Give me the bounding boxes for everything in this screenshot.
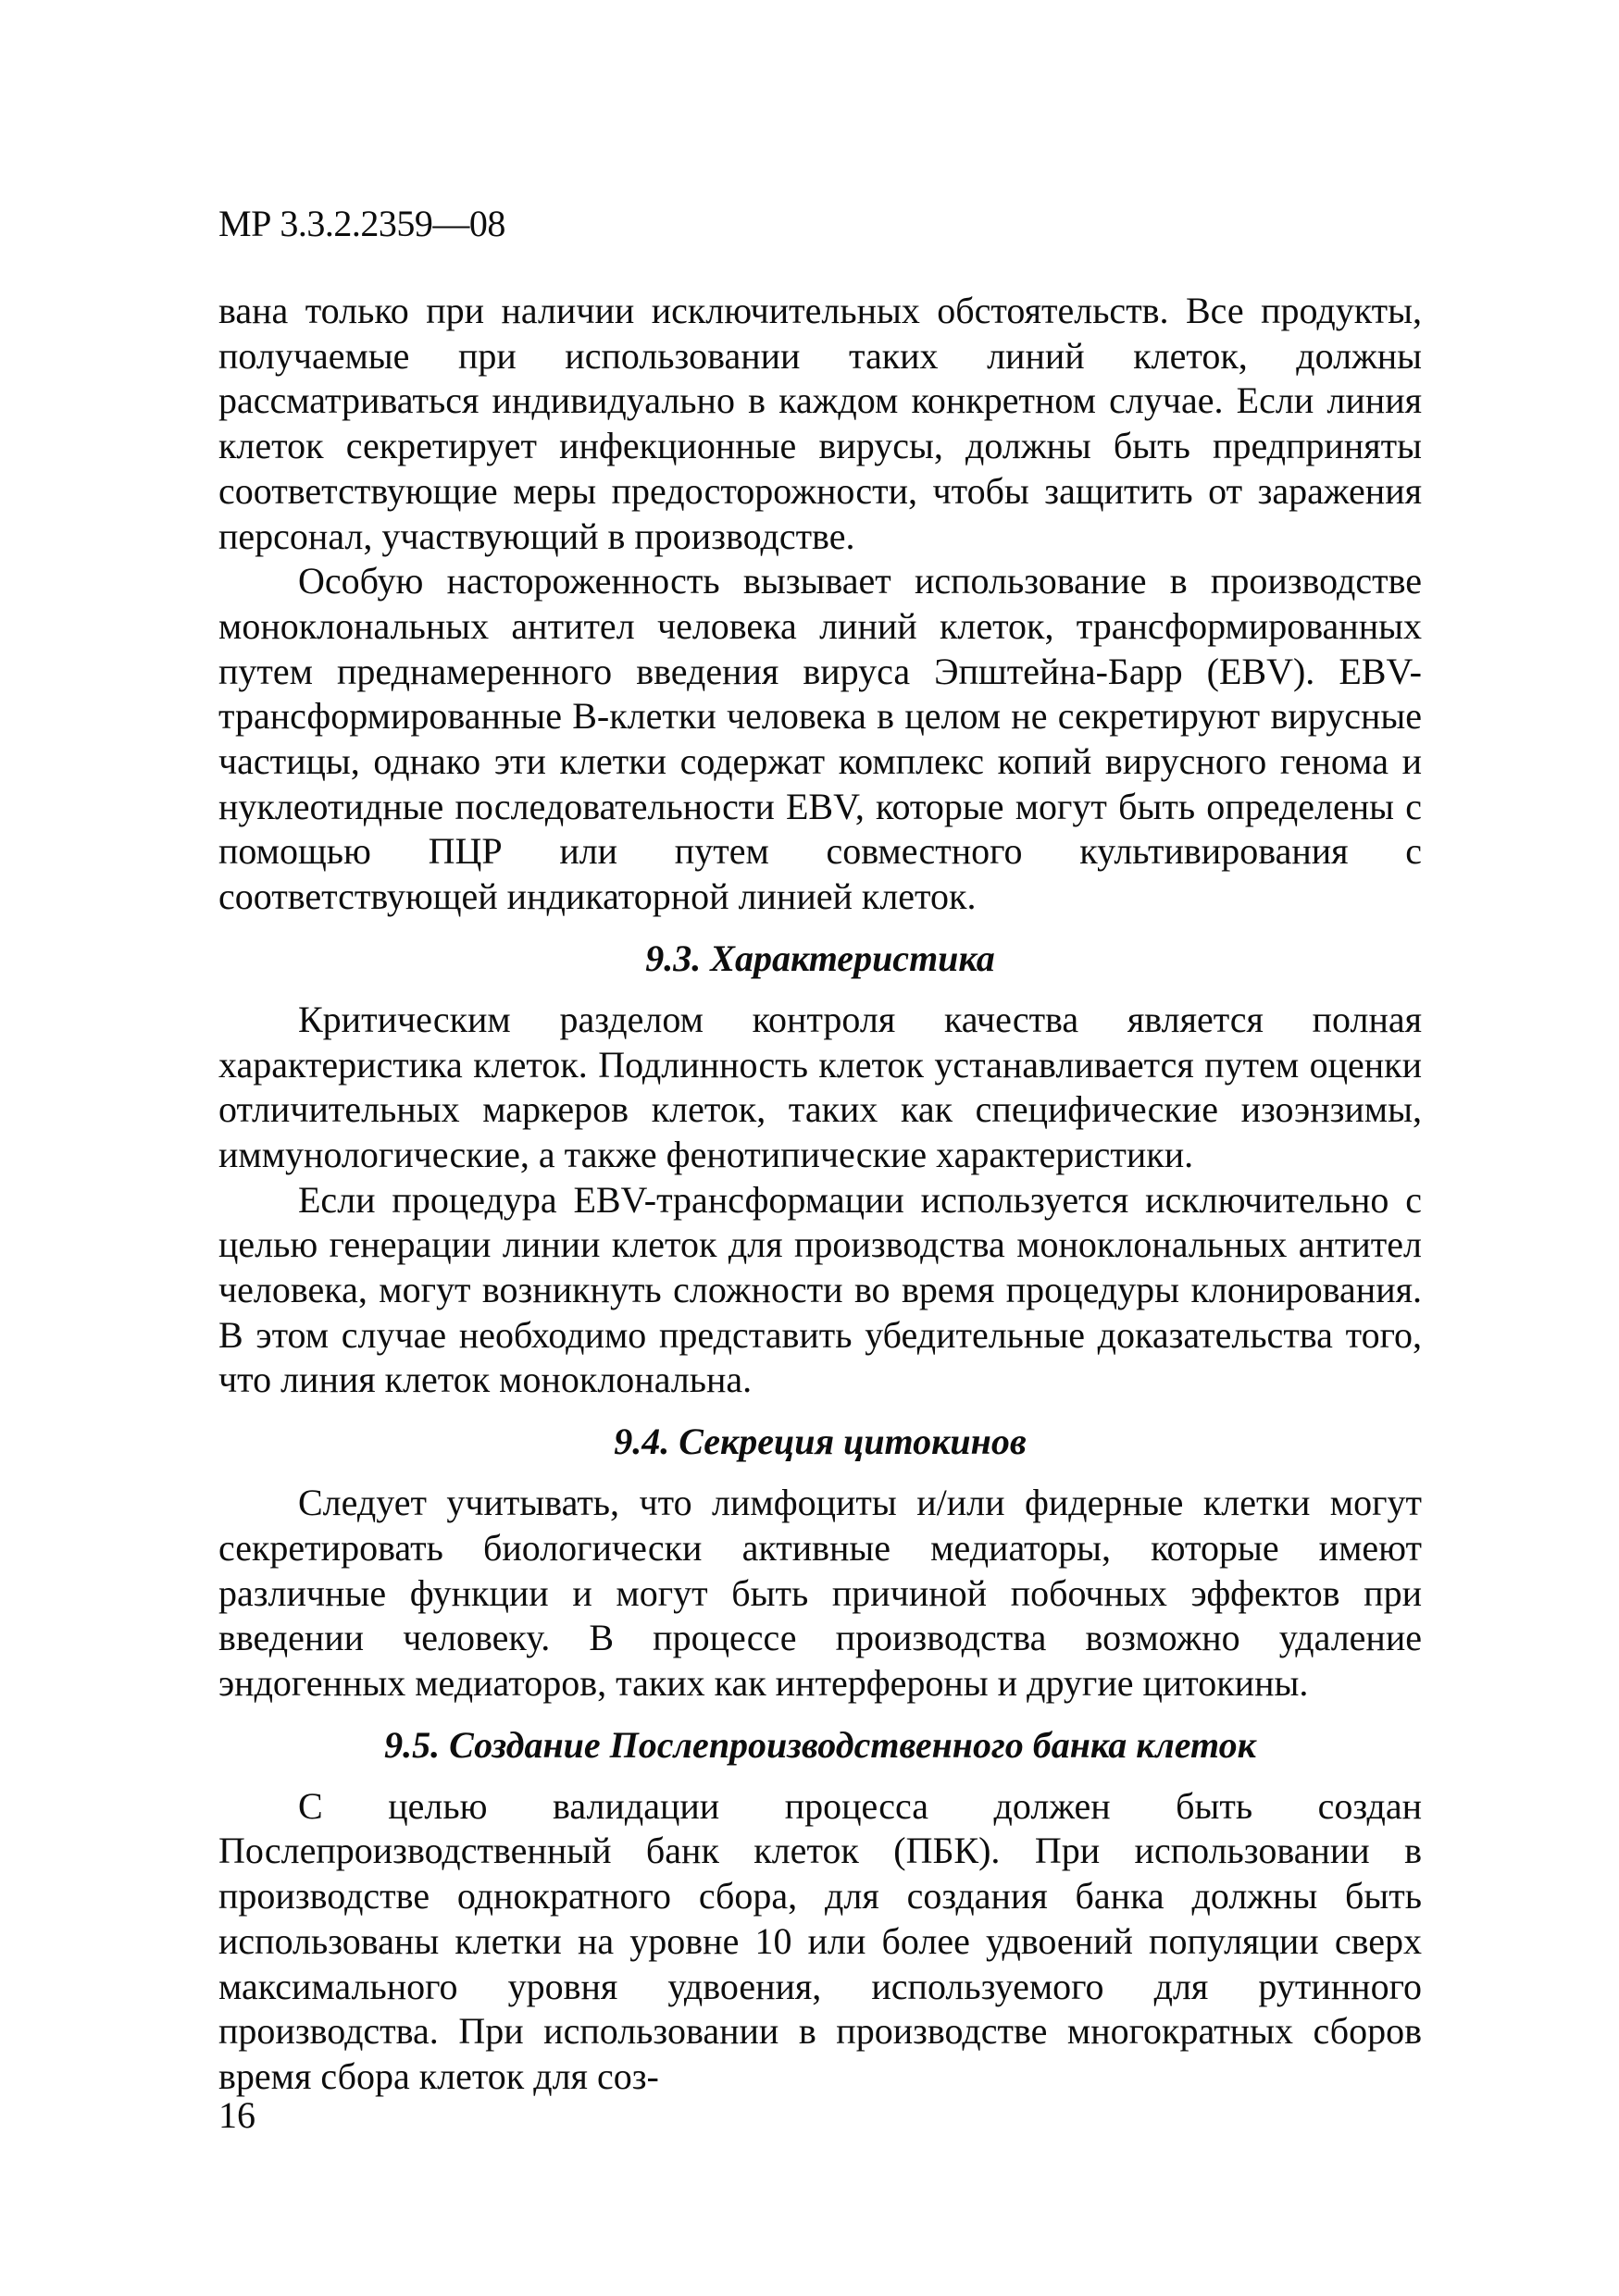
section-heading-9-5: 9.5. Создание Послепроизводственного банка клеток (384, 1723, 1256, 1766)
paragraph-ebv-transformation: Если процедура EBV-трансформации используется исключительно с целью генерации линии клеток для производства моноклональных антител человека, могут возникнуть сложности во время процедуры клонирования. В этом случае необходимо представить убедительные доказательства того, что линия клеток моноклональна. (218, 1178, 1422, 1401)
document-code: МР 3.3.2.2359—08 (218, 203, 505, 244)
paragraph-cytokines: Следует учитывать, что лимфоциты и/или фидерные клетки могут секретировать биологически активные медиаторы, которые имеют различные функции и могут быть причиной побочных эффектов при введении человеку. В процессе производства возможно удаление эндогенных медиаторов, таких как интерфероны и другие цитокины. (218, 1482, 1422, 1704)
page-number: 16 (218, 2094, 255, 2136)
paragraph-characterization: Критическим разделом контроля качества является полная характеристика клеток. Подлинность клеток устанавливается путем оценки отличительных маркеров клеток, таких как специфические изоэнзимы, иммунологические, а также фенотипические характеристики. (218, 998, 1422, 1175)
paragraph-continuation: вана только при наличии исключительных обстоятельств. Все продукты, получаемые при использовании таких линий клеток, должны рассматриваться индивидуально в каждом конкретном случае. Если линия клеток секретирует инфекционные вирусы, должны быть предприняты соответствующие меры предосторожности, чтобы защитить от заражения персонал, участвующий в производстве. (218, 290, 1422, 557)
page-body (218, 289, 1422, 2100)
paragraph-post-production-bank: С целью валидации процесса должен быть создан Послепроизводственный банк клеток (ПБК). При использовании в производстве однократного сбора, для создания банка должны быть использованы клетки на уровне 10 или более удвоений популяции сверх максимального уровня удвоения, используемого для рутинного производства. При использовании в производстве многократных сборов время сбора клеток для соз- (218, 1784, 1422, 2097)
section-heading-9-4: 9.4. Секреция цитокинов (614, 1421, 1027, 1463)
paragraph-ebv-caution: Особую настороженность вызывает использование в производстве моноклональных антител человека линий клеток, трансформированных путем преднамеренного введения вируса Эпштейна-Барр (EBV). EBV-трансформированные B-клетки человека в целом не секретируют вирусные частицы, однако эти клетки содержат комплекс копий вирусного генома и нуклеотидные последовательности EBV, которые могут быть определены с помощью ПЦР или путем совместного культивирования с соответствующей индикаторной линией клеток. (218, 560, 1422, 918)
section-heading-9-3: 9.3. Характеристика (645, 937, 995, 979)
